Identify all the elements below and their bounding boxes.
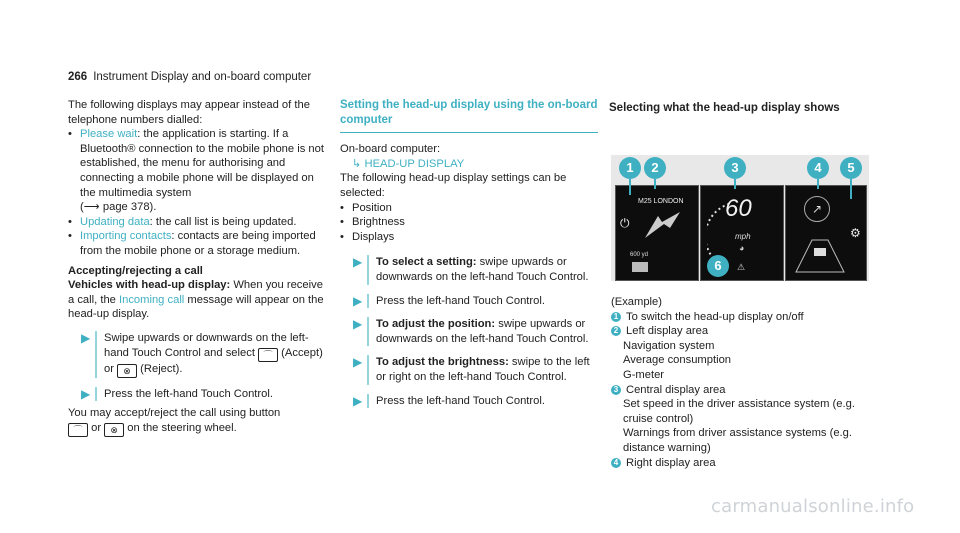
speed-value: 60 — [725, 195, 752, 222]
legend-item: 1 To switch the head-up display on/off — [611, 310, 881, 325]
instruction-step: ▶ Swipe upwards or downwards on the left-hand Touch Control and select ⌒ (Accept) or ⊗ (Reject). — [81, 330, 323, 376]
closing-text: You may accept/reject the call using button ⌒ or ⊗ on the steering wheel. — [68, 407, 281, 435]
status-link[interactable]: Please wait — [80, 128, 138, 141]
status-link[interactable]: Importing contacts — [80, 230, 172, 243]
power-icon: ⏻ — [620, 216, 630, 230]
column-middle: Setting the head-up display using the on-board computer On-board computer: ↳ HEAD-UP DISPLAY The following head-up display settings can be selected: • Position • Brightness • Displays ▶ To select a setting: swipe upwards or downwards on the left-hand Touch Control. ▶ Press the left-hand Touch Control. ▶ To adjust the position: swipe upwards or downwards on the left-hand Touch Control. ▶ To adjust the brightness: swipe to the left or right on the left-hand Touch Control. ▶ Press the left-hand Touch Control. — [340, 98, 598, 408]
legend-item: 2 Left display area — [611, 324, 881, 339]
gear-icon: ⚙ — [850, 226, 861, 240]
column-left — [68, 98, 330, 437]
right-display-area — [785, 185, 867, 281]
section-title: Setting the head-up display using the on-board computer — [340, 98, 598, 133]
phone-accept-icon: ⌒ — [258, 348, 278, 362]
step-arrow-icon: ▶ — [353, 255, 363, 270]
step-arrow-icon: ▶ — [81, 386, 91, 401]
warning-icon: ⚠ — [737, 262, 746, 272]
arrow-icon: ⟶ — [83, 201, 100, 214]
settings-list — [340, 201, 598, 245]
callout-5: 5 — [840, 157, 862, 179]
callout-3: 3 — [724, 157, 746, 179]
callout-6: 6 — [707, 255, 729, 277]
legend-item: 3 Central display area — [611, 383, 881, 398]
status-link[interactable]: Updating data — [80, 215, 150, 228]
left-display-area — [615, 185, 699, 281]
callout-1: 1 — [619, 157, 641, 179]
road-name: M25 LONDON — [638, 198, 684, 205]
instruction-step: ▶ To adjust the brightness: swipe to the left or right on the left-hand Touch Control. — [353, 355, 590, 383]
page-number: 266 — [68, 71, 88, 83]
route-icon: ↗ — [804, 196, 830, 222]
figure-heading: Selecting what the head-up display shows — [609, 102, 840, 114]
callout-4: 4 — [807, 157, 829, 179]
step-arrow-icon: ▶ — [353, 317, 363, 332]
submenu-arrow-icon: ↳ — [352, 157, 362, 170]
list-item: • Brightness — [340, 215, 598, 230]
list-item: • Position — [340, 201, 598, 216]
legend-item: 4 Right display area — [611, 456, 881, 471]
lane-icon — [632, 262, 648, 272]
gauge-icon: ◕ — [739, 243, 745, 253]
status-list — [68, 127, 330, 258]
phone-reject-icon: ⊗ — [117, 364, 137, 378]
menu-path[interactable]: ↳ HEAD-UP DISPLAY — [352, 157, 465, 170]
example-label: (Example) — [611, 296, 662, 308]
phone-reject-icon: ⊗ — [104, 423, 124, 437]
speed-unit: mph — [735, 232, 751, 241]
navigation-arrow-icon — [640, 208, 690, 240]
section-heading: Accepting/rejecting a call — [68, 264, 203, 277]
intro-text: The following displays may appear instead of the telephone numbers dialled: — [68, 99, 310, 126]
phone-accept-icon: ⌒ — [68, 423, 88, 437]
step-arrow-icon: ▶ — [353, 293, 363, 308]
instruction-step: ▶ Press the left-hand Touch Control. — [81, 386, 273, 401]
instruction-step: ▶ To select a setting: swipe upwards or downwards on the left-hand Touch Control. — [353, 255, 589, 283]
para: Vehicles with head-up display: When you receive a call, the Incoming call message will appear on the head-up display. — [68, 279, 324, 321]
distance-text: 600 yd — [630, 252, 649, 258]
instruction-step: ▶ Press the left-hand Touch Control. — [353, 293, 545, 308]
list-item: • Importing contacts: contacts are being imported from the mobile phone or a storage medium. — [68, 229, 330, 258]
list-item: • Updating data: the call list is being updated. — [68, 215, 330, 230]
hud-figure — [611, 155, 869, 281]
step-arrow-icon: ▶ — [353, 393, 363, 408]
step-arrow-icon: ▶ — [81, 330, 91, 345]
figure-legend: (Example) 1 To switch the head-up display on/off 2 Left display area Navigation system Average consumption G-meter 3 Central display area Set speed in the driver assistance system (e.g. cruise control) Warnings from driver assistance systems (e.g. distance warning) 4 Right display area — [611, 295, 881, 470]
chapter-title: Instrument Display and on-board computer — [93, 71, 312, 83]
list-item: • Displays — [340, 230, 598, 245]
watermark: carmanualsonline.info — [711, 496, 915, 517]
instruction-step: ▶ Press the left-hand Touch Control. — [353, 393, 545, 408]
instruction-step: ▶ To adjust the position: swipe upwards or downwards on the left-hand Touch Control. — [353, 317, 589, 345]
page-header — [68, 70, 311, 85]
callout-2: 2 — [644, 157, 666, 179]
step-arrow-icon: ▶ — [353, 355, 363, 370]
list-item: • Please wait: the application is starting. If a Bluetooth® connection to the mobile phone is not established, the menu for authorising and connecting a mobile phone will be displayed on the multimedia system (⟶ page 378). — [68, 127, 330, 215]
distance-warning-icon — [792, 234, 848, 274]
